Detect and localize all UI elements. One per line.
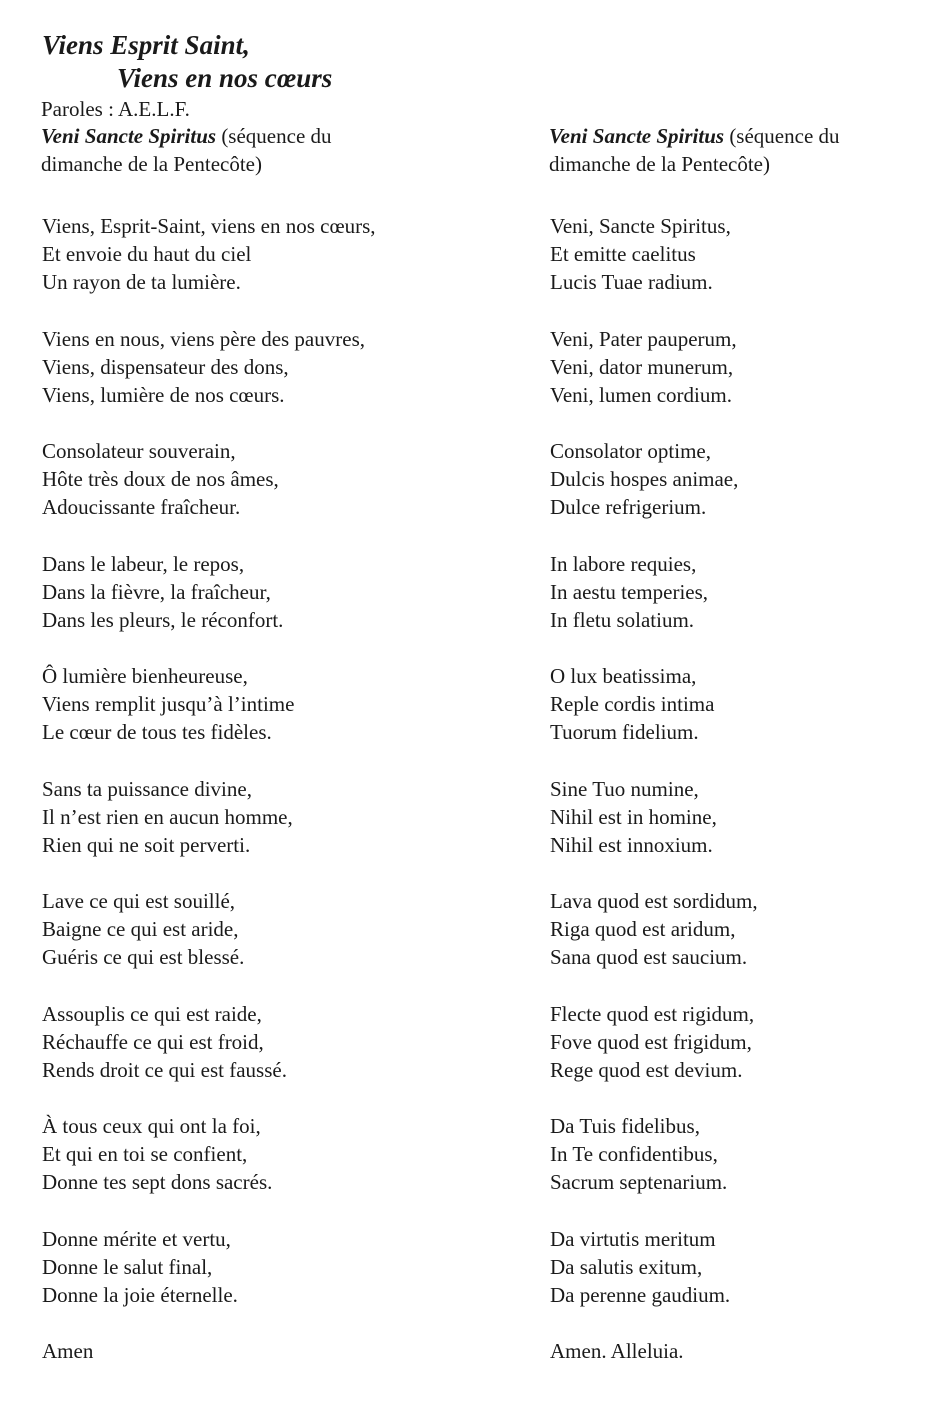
french-verse-line: Dans la fièvre, la fraîcheur, xyxy=(42,579,271,604)
french-stanza xyxy=(42,1000,287,1084)
source-left xyxy=(41,122,332,178)
french-stanza xyxy=(42,1225,238,1309)
french-stanza xyxy=(42,887,244,971)
latin-verse-line: Veni, Pater pauperum, xyxy=(550,326,737,351)
latin-verse-line: In aestu temperies, xyxy=(550,579,709,604)
latin-verse-line: Flecte quod est rigidum, xyxy=(550,1001,755,1026)
latin-stanza xyxy=(550,550,708,634)
french-verse-line: Consolateur souverain, xyxy=(42,439,236,463)
title-line-1: Viens Esprit Saint, xyxy=(42,30,250,60)
latin-verse-line: In labore requies, xyxy=(550,551,697,576)
french-verse-line: Un rayon de ta lumière. xyxy=(42,270,241,294)
french-verse-line: Dans le labeur, le repos, xyxy=(42,551,245,576)
source-left-rest: (séquence du xyxy=(216,124,332,148)
latin-stanza xyxy=(550,662,714,746)
french-stanza xyxy=(42,550,283,634)
french-verse-line: Il n’est rien en aucun homme, xyxy=(42,804,293,829)
title-line-2: Viens en nos cœurs xyxy=(117,63,333,93)
french-verse-line: Donne le salut final, xyxy=(42,1254,213,1279)
latin-verse-line: Lava quod est sordidum, xyxy=(550,889,758,913)
french-verse-line: Amen xyxy=(42,1339,94,1363)
source-right-rest: (séquence du xyxy=(724,124,840,148)
french-verse-line: Hôte très doux de nos âmes, xyxy=(42,467,279,491)
french-verse-line: Le cœur de tous tes fidèles. xyxy=(42,720,272,744)
latin-verse-line: O lux beatissima, xyxy=(550,664,697,688)
latin-verse-line: Tuorum fidelium. xyxy=(550,720,699,744)
latin-verse-line: Nihil est innoxium. xyxy=(550,832,713,857)
french-stanza xyxy=(42,325,365,409)
french-stanza xyxy=(42,1337,93,1365)
french-verse-line: Et envoie du haut du ciel xyxy=(42,242,252,266)
french-stanza xyxy=(42,1112,272,1196)
source-right-name: Veni Sancte Spiritus xyxy=(549,124,725,148)
latin-verse-line: Dulce refrigerium. xyxy=(550,495,707,519)
french-verse-line: Lave ce qui est souillé, xyxy=(42,889,236,913)
french-verse-line: Donne mérite et vertu, xyxy=(42,1226,231,1251)
latin-verse-line: Sacrum septenarium. xyxy=(550,1170,728,1194)
french-verse-line: Viens en nous, viens père des pauvres, xyxy=(42,326,365,351)
french-verse-line: Adoucissante fraîcheur. xyxy=(42,495,241,519)
latin-stanza xyxy=(550,325,737,409)
french-verse-line: Et qui en toi se confient, xyxy=(42,1142,248,1166)
latin-stanza xyxy=(550,1112,727,1196)
french-stanza xyxy=(42,662,294,746)
french-verse-line: Rien qui ne soit perverti. xyxy=(42,832,251,857)
source-left-line2: dimanche de la Pentecôte) xyxy=(41,152,262,176)
latin-stanza xyxy=(550,1225,730,1309)
source-right-line2: dimanche de la Pentecôte) xyxy=(549,152,770,176)
latin-verse-line: Veni, dator munerum, xyxy=(550,354,734,379)
latin-verse-line: Da salutis exitum, xyxy=(550,1254,703,1279)
latin-verse-line: In fletu solatium. xyxy=(550,607,695,632)
french-verse-line: Donne la joie éternelle. xyxy=(42,1282,238,1307)
latin-verse-line: In Te confidentibus, xyxy=(550,1142,718,1166)
latin-stanza xyxy=(550,775,717,859)
french-verse-line: Guéris ce qui est blessé. xyxy=(42,945,245,969)
french-verse-line: Dans les pleurs, le réconfort. xyxy=(42,607,284,632)
french-stanza xyxy=(42,775,293,859)
latin-verse-line: Da virtutis meritum xyxy=(550,1226,716,1251)
latin-verse-line: Sana quod est saucium. xyxy=(550,945,748,969)
latin-stanza xyxy=(550,212,731,296)
french-verse-line: À tous ceux qui ont la foi, xyxy=(42,1114,261,1138)
source-left-name: Veni Sancte Spiritus xyxy=(41,124,217,148)
latin-verse-line: Dulcis hospes animae, xyxy=(550,467,739,491)
french-verse-line: Viens remplit jusqu’à l’intime xyxy=(42,692,295,716)
french-verse-line: Ô lumière bienheureuse, xyxy=(42,664,248,688)
latin-verse-line: Da Tuis fidelibus, xyxy=(550,1114,700,1138)
latin-verse-line: Rege quod est devium. xyxy=(550,1057,743,1082)
french-verse-line: Viens, Esprit-Saint, viens en nos cœurs, xyxy=(42,214,376,238)
french-verse-line: Sans ta puissance divine, xyxy=(42,776,252,801)
latin-verse-line: Veni, Sancte Spiritus, xyxy=(550,214,731,238)
latin-verse-line: Nihil est in homine, xyxy=(550,804,717,829)
french-verse-line: Réchauffe ce qui est froid, xyxy=(42,1029,264,1054)
french-verse-line: Viens, lumière de nos cœurs. xyxy=(42,382,285,407)
latin-stanza xyxy=(550,437,738,521)
latin-stanza xyxy=(550,1337,684,1365)
french-stanza xyxy=(42,212,376,296)
french-verse-line: Donne tes sept dons sacrés. xyxy=(42,1170,273,1194)
latin-verse-line: Lucis Tuae radium. xyxy=(550,270,713,294)
latin-verse-line: Et emitte caelitus xyxy=(550,242,696,266)
source-right xyxy=(549,122,840,178)
latin-verse-line: Reple cordis intima xyxy=(550,692,715,716)
latin-verse-line: Sine Tuo numine, xyxy=(550,776,699,801)
french-verse-line: Assouplis ce qui est raide, xyxy=(42,1001,262,1026)
lyrics-credit: Paroles : A.E.L.F. xyxy=(41,97,190,121)
latin-verse-line: Riga quod est aridum, xyxy=(550,917,736,941)
latin-stanza xyxy=(550,1000,754,1084)
latin-verse-line: Veni, lumen cordium. xyxy=(550,382,732,407)
french-verse-line: Viens, dispensateur des dons, xyxy=(42,354,289,379)
latin-verse-line: Consolator optime, xyxy=(550,439,711,463)
latin-verse-line: Amen. Alleluia. xyxy=(550,1339,684,1363)
french-stanza xyxy=(42,437,279,521)
latin-stanza xyxy=(550,887,758,971)
latin-verse-line: Fove quod est frigidum, xyxy=(550,1029,752,1054)
french-verse-line: Baigne ce qui est aride, xyxy=(42,917,239,941)
latin-verse-line: Da perenne gaudium. xyxy=(550,1282,731,1307)
french-verse-line: Rends droit ce qui est faussé. xyxy=(42,1057,287,1082)
